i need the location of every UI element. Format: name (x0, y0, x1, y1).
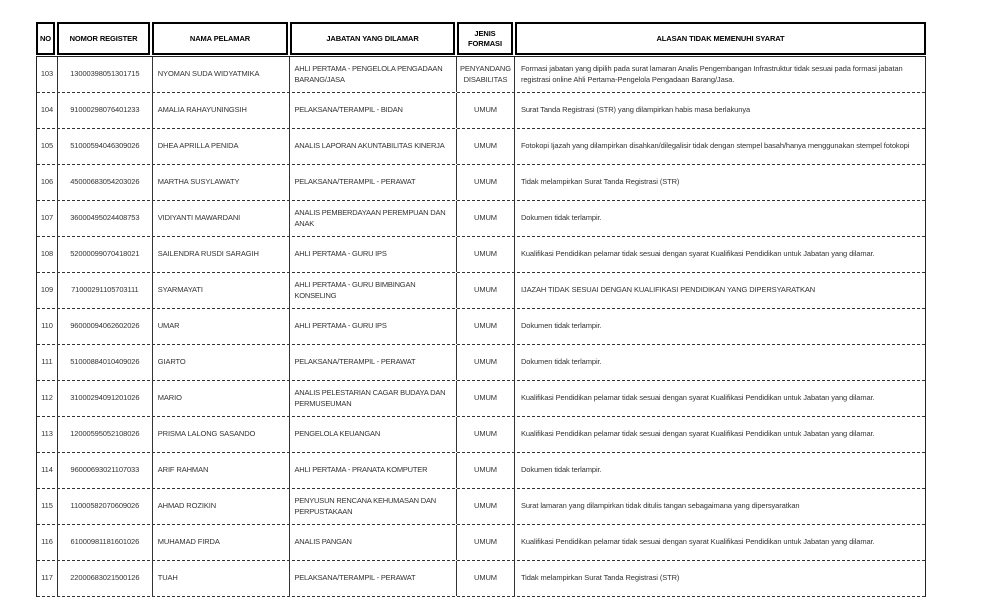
cell-no: 111 (37, 345, 58, 380)
cell-nama-pelamar: GIARTO (153, 345, 291, 380)
cell-nama-pelamar: SAILENDRA RUSDI SARAGIH (153, 237, 291, 272)
cell-no: 113 (37, 417, 58, 452)
cell-nama-pelamar: VIDIYANTI MAWARDANI (153, 201, 291, 236)
table-row (37, 381, 925, 417)
cell-alasan: Kualifikasi Pendidikan pelamar tidak sesuai dengan syarat Kualifikasi Pendidikan untuk Jabatan yang dilamar. (520, 249, 875, 259)
table-row (37, 165, 925, 201)
cell-nomor-register: 31000294091201026 (58, 381, 153, 416)
cell-no: 110 (37, 309, 58, 344)
cell-alasan: Fotokopi Ijazah yang dilampirkan disahkan/dilegalisir tidak dengan stempel basah/hanya menggunakan stempel fotokopi (520, 141, 910, 151)
cell-jabatan: ANALIS PEMBERDAYAAN PEREMPUAN DAN ANAK (290, 201, 457, 236)
cell-no: 117 (37, 561, 58, 596)
cell-nomor-register: 51000884010409026 (58, 345, 153, 380)
table-row (37, 57, 925, 93)
cell-jabatan: AHLI PERTAMA - GURU IPS (290, 309, 457, 344)
cell-jabatan: AHLI PERTAMA - GURU IPS (290, 237, 457, 272)
applicants-table (36, 22, 926, 597)
cell-nomor-register: 61000981181601026 (58, 525, 153, 560)
cell-alasan: Tidak melampirkan Surat Tanda Registrasi (STR) (520, 573, 680, 583)
cell-alasan: Dokumen tidak terlampir. (520, 465, 602, 475)
cell-no: 109 (37, 273, 58, 308)
cell-jabatan: AHLI PERTAMA - GURU BIMBINGAN KONSELING (290, 273, 457, 308)
cell-no: 108 (37, 237, 58, 272)
table-row (37, 489, 925, 525)
cell-nomor-register: 51000594046309026 (58, 129, 153, 164)
cell-alasan: Dokumen tidak terlampir. (520, 321, 602, 331)
cell-no: 116 (37, 525, 58, 560)
table-row (37, 453, 925, 489)
table-header-row (36, 22, 926, 55)
cell-jabatan: AHLI PERTAMA - PENGELOLA PENGADAAN BARANG/JASA (290, 57, 457, 92)
cell-nama-pelamar: MUHAMAD FIRDA (153, 525, 291, 560)
cell-no: 105 (37, 129, 58, 164)
cell-jenis-formasi: UMUM (457, 345, 515, 380)
cell-jabatan: ANALIS PANGAN (290, 525, 457, 560)
cell-jenis-formasi: UMUM (457, 129, 515, 164)
cell-jenis-formasi: UMUM (457, 273, 515, 308)
cell-alasan: Dokumen tidak terlampir. (520, 357, 602, 367)
cell-jenis-formasi: UMUM (457, 417, 515, 452)
table-row (37, 417, 925, 453)
cell-nama-pelamar: AHMAD ROZIKIN (153, 489, 291, 524)
table-row (37, 201, 925, 237)
cell-jenis-formasi: UMUM (457, 525, 515, 560)
cell-jenis-formasi: UMUM (457, 237, 515, 272)
cell-no: 114 (37, 453, 58, 488)
cell-jabatan: PELAKSANA/TERAMPIL - PERAWAT (290, 165, 457, 200)
cell-jenis-formasi: UMUM (457, 453, 515, 488)
table-row (37, 93, 925, 129)
cell-nama-pelamar: MARIO (153, 381, 291, 416)
table-row (37, 237, 925, 273)
column-header-no: NO (36, 22, 55, 55)
cell-nomor-register: 13000398051301715 (58, 57, 153, 92)
cell-jabatan: PELAKSANA/TERAMPIL - BIDAN (290, 93, 457, 128)
cell-jabatan: PELAKSANA/TERAMPIL - PERAWAT (290, 345, 457, 380)
cell-nama-pelamar: AMALIA RAHAYUNINGSIH (153, 93, 291, 128)
cell-no: 104 (37, 93, 58, 128)
cell-alasan: Surat lamaran yang dilampirkan tidak ditulis tangan sebagaimana yang dipersyaratkan (520, 501, 800, 511)
cell-jenis-formasi: UMUM (457, 489, 515, 524)
cell-no: 103 (37, 57, 58, 92)
cell-nama-pelamar: PRISMA LALONG SASANDO (153, 417, 291, 452)
cell-jenis-formasi: UMUM (457, 561, 515, 596)
cell-nomor-register: 22000683021500126 (58, 561, 153, 596)
cell-jabatan: ANALIS LAPORAN AKUNTABILITAS KINERJA (290, 129, 457, 164)
cell-alasan: Kualifikasi Pendidikan pelamar tidak sesuai dengan syarat Kualifikasi Pendidikan untuk Jabatan yang dilamar. (520, 393, 875, 403)
table-row (37, 129, 925, 165)
cell-nama-pelamar: SYARMAYATI (153, 273, 291, 308)
cell-alasan: Kualifikasi Pendidikan pelamar tidak sesuai dengan syarat Kualifikasi Pendidikan untuk Jabatan yang dilamar. (520, 537, 875, 547)
cell-jabatan: PENYUSUN RENCANA KEHUMASAN DAN PERPUSTAKAAN (290, 489, 457, 524)
cell-nomor-register: 45000683054203026 (58, 165, 153, 200)
cell-no: 107 (37, 201, 58, 236)
cell-nomor-register: 12000595052108026 (58, 417, 153, 452)
cell-jabatan: AHLI PERTAMA - PRANATA KOMPUTER (290, 453, 457, 488)
cell-nama-pelamar: TUAH (153, 561, 291, 596)
cell-jabatan: PELAKSANA/TERAMPIL - PERAWAT (290, 561, 457, 596)
cell-nomor-register: 96000094062602026 (58, 309, 153, 344)
cell-nama-pelamar: ARIF RAHMAN (153, 453, 291, 488)
cell-nomor-register: 91000298076401233 (58, 93, 153, 128)
cell-nomor-register: 11000582070609026 (58, 489, 153, 524)
cell-nama-pelamar: UMAR (153, 309, 291, 344)
column-header-jabatan: JABATAN YANG DILAMAR (290, 22, 455, 55)
cell-nama-pelamar: NYOMAN SUDA WIDYATMIKA (153, 57, 291, 92)
cell-no: 106 (37, 165, 58, 200)
cell-no: 112 (37, 381, 58, 416)
column-header-alasan: ALASAN TIDAK MEMENUHI SYARAT (515, 22, 926, 55)
cell-jenis-formasi: PENYANDANG DISABILITAS (457, 57, 515, 92)
cell-no: 115 (37, 489, 58, 524)
cell-nomor-register: 52000099070418021 (58, 237, 153, 272)
cell-jenis-formasi: UMUM (457, 309, 515, 344)
column-header-nama-pelamar: NAMA PELAMAR (152, 22, 288, 55)
table-row (37, 525, 925, 561)
cell-alasan: IJAZAH TIDAK SESUAI DENGAN KUALIFIKASI PENDIDIKAN YANG DIPERSYARATKAN (520, 285, 816, 295)
table-row (37, 561, 925, 597)
table-row (37, 273, 925, 309)
table-body (36, 56, 926, 597)
cell-alasan: Surat Tanda Registrasi (STR) yang dilampirkan habis masa berlakunya (520, 105, 751, 115)
cell-alasan: Tidak melampirkan Surat Tanda Registrasi (STR) (520, 177, 680, 187)
cell-nomor-register: 96000693021107033 (58, 453, 153, 488)
table-row (37, 309, 925, 345)
cell-nomor-register: 36000495024408753 (58, 201, 153, 236)
cell-jabatan: ANALIS PELESTARIAN CAGAR BUDAYA DAN PERMUSEUMAN (290, 381, 457, 416)
cell-jabatan: PENGELOLA KEUANGAN (290, 417, 457, 452)
cell-alasan: Kualifikasi Pendidikan pelamar tidak sesuai dengan syarat Kualifikasi Pendidikan untuk Jabatan yang dilamar. (520, 429, 875, 439)
cell-jenis-formasi: UMUM (457, 165, 515, 200)
column-header-jenis-formasi: JENIS FORMASI (457, 22, 513, 55)
cell-alasan: Dokumen tidak terlampir. (520, 213, 602, 223)
cell-jenis-formasi: UMUM (457, 381, 515, 416)
cell-nama-pelamar: DHEA APRILLA PENIDA (153, 129, 291, 164)
table-row (37, 345, 925, 381)
column-header-nomor-register: NOMOR REGISTER (57, 22, 150, 55)
cell-alasan: Formasi jabatan yang dipilih pada surat lamaran Analis Pengembangan Infrastruktur tidak sesuai pada formasi jabatan registrasi online Ahli Pertama-Pengelola Pengadaan Barang/Jasa. (520, 64, 903, 84)
cell-jenis-formasi: UMUM (457, 93, 515, 128)
cell-nama-pelamar: MARTHA SUSYLAWATY (153, 165, 291, 200)
cell-nomor-register: 71000291105703111 (58, 273, 153, 308)
cell-jenis-formasi: UMUM (457, 201, 515, 236)
